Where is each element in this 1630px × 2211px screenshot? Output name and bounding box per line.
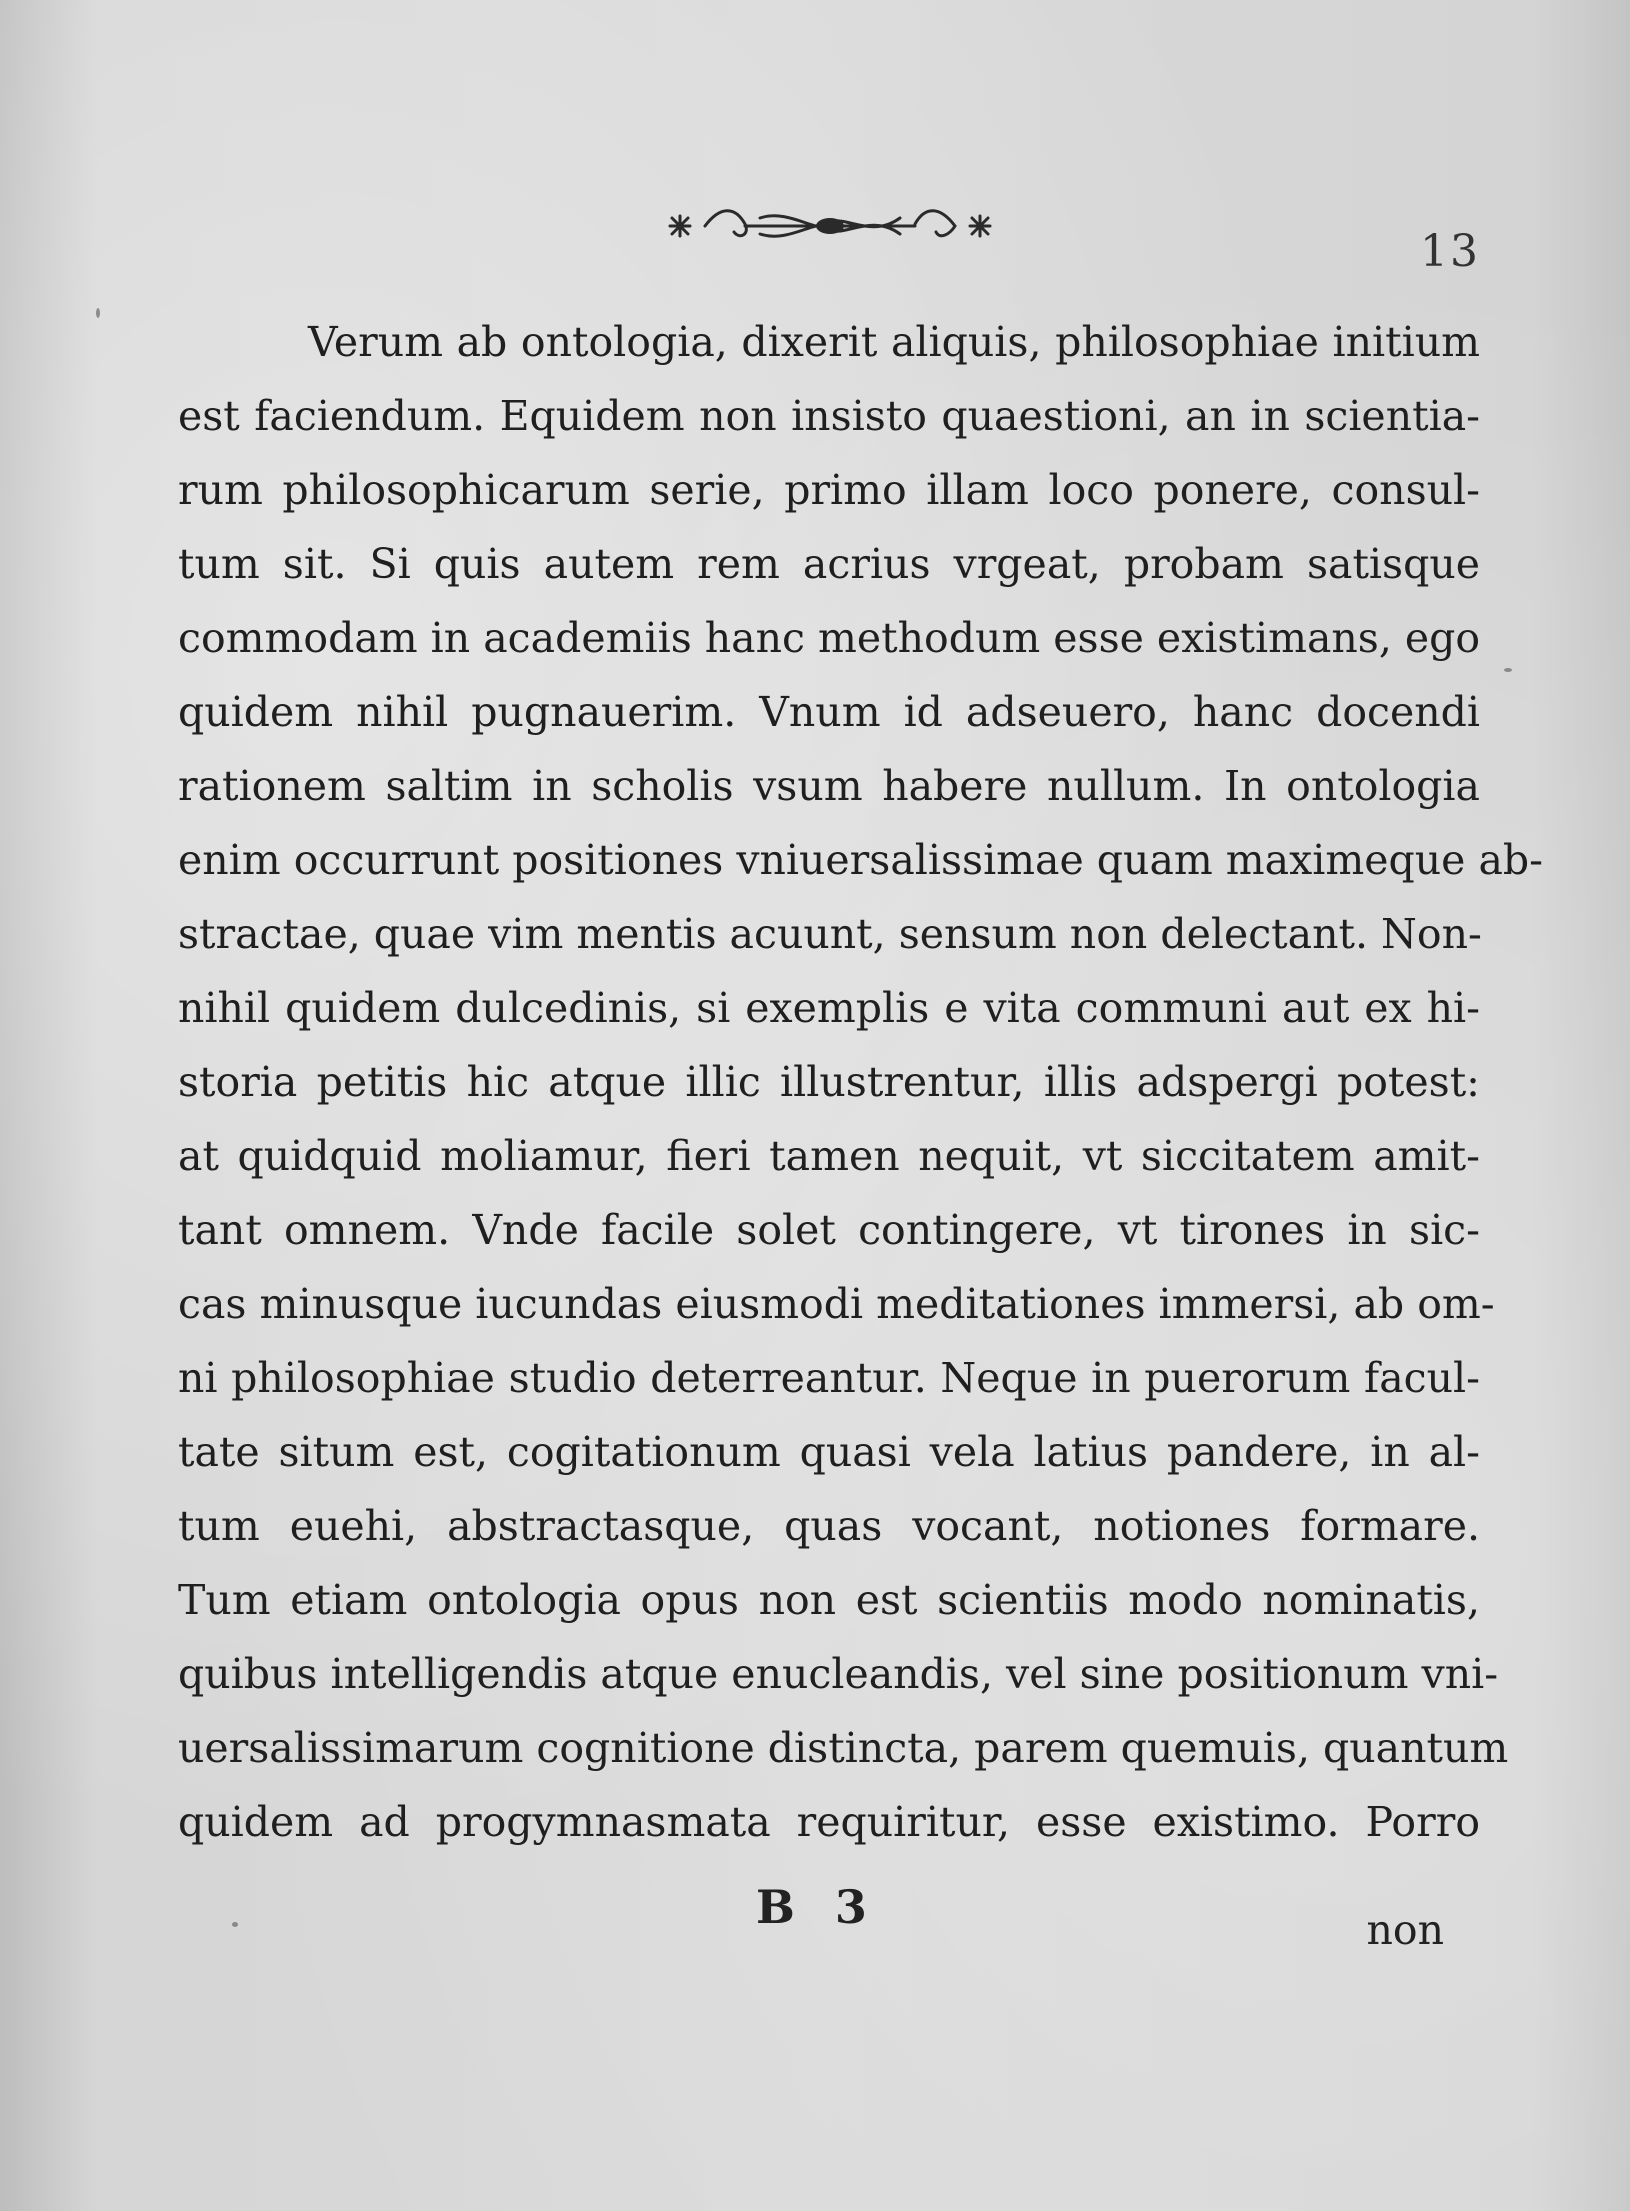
text-line: stractae, quae vim mentis acuunt, sensum non delectant. Non- xyxy=(178,910,1482,958)
text-line: quidem ad progymnasmata requiritur, esse existimo. Porro xyxy=(178,1798,1480,1846)
text-line: cas minusque iucundas eiusmodi meditationes immersi, ab om- xyxy=(178,1280,1495,1328)
text-line: tum euehi, abstractasque, quas vocant, notiones formare. xyxy=(178,1502,1480,1550)
signature-mark: B 3 xyxy=(756,1880,879,1934)
text-line: Verum ab ontologia, dixerit aliquis, philosophiae initium xyxy=(308,318,1480,366)
catchword: non xyxy=(1366,1906,1444,1954)
text-line: Tum etiam ontologia opus non est scientiis modo nominatis, xyxy=(178,1576,1480,1624)
text-line: ni philosophiae studio deterreantur. Neque in puerorum facul- xyxy=(178,1354,1480,1402)
body-text xyxy=(178,305,1543,1859)
text-line: uersalissimarum cognitione distincta, parem quemuis, quantum xyxy=(178,1724,1509,1772)
text-line: enim occurrunt positiones vniuersalissimae quam maximeque ab- xyxy=(178,836,1543,884)
paper-speck xyxy=(1504,668,1512,672)
text-line: rum philosophicarum serie, primo illam loco ponere, consul- xyxy=(178,466,1480,514)
text-line: quibus intelligendis atque enucleandis, vel sine positionum vni- xyxy=(178,1650,1499,1698)
fleuron-headpiece-icon xyxy=(650,196,1010,256)
text-line: nihil quidem dulcedinis, si exemplis e vita communi aut ex hi- xyxy=(178,984,1480,1032)
page-number: 13 xyxy=(1420,226,1480,277)
text-line: tant omnem. Vnde facile solet contingere, vt tirones in sic- xyxy=(178,1206,1480,1254)
text-line: at quidquid moliamur, fieri tamen nequit, vt siccitatem amit- xyxy=(178,1132,1480,1180)
text-line: commodam in academiis hanc methodum esse existimans, ego xyxy=(178,614,1481,662)
text-line: est faciendum. Equidem non insisto quaestioni, an in scientia- xyxy=(178,392,1480,440)
text-line: tate situm est, cogitationum quasi vela latius pandere, in al- xyxy=(178,1428,1480,1476)
paper-speck xyxy=(232,1922,238,1927)
text-line: storia petitis hic atque illic illustrentur, illis adspergi potest: xyxy=(178,1058,1480,1106)
text-line: tum sit. Si quis autem rem acrius vrgeat, probam satisque xyxy=(178,540,1480,588)
paper-speck xyxy=(96,308,100,318)
text-line: rationem saltim in scholis vsum habere nullum. In ontologia xyxy=(178,762,1480,810)
text-line: quidem nihil pugnauerim. Vnum id adseuero, hanc docendi xyxy=(178,688,1480,736)
